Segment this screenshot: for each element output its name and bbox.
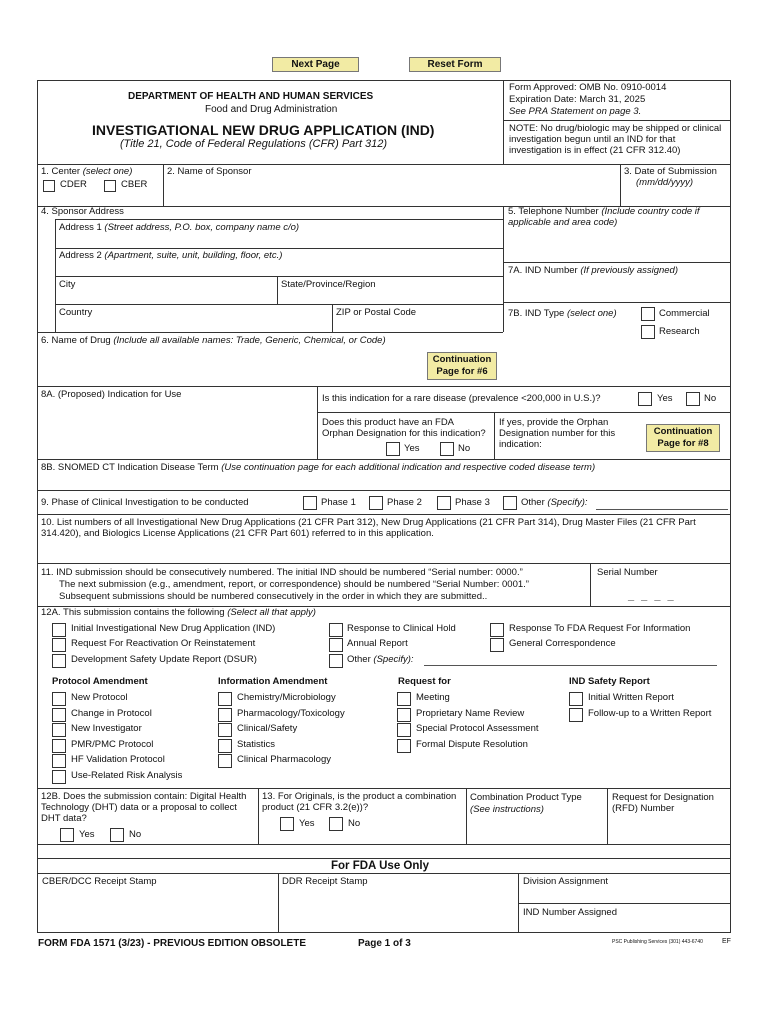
information-amendment-title: Information Amendment — [218, 676, 328, 687]
next-page-button[interactable]: Next Page — [272, 57, 359, 72]
phase3-label: Phase 3 — [455, 497, 490, 508]
pra-statement: See PRA Statement on page 3. — [509, 106, 642, 117]
submission-date-label: 3. Date of Submission — [624, 166, 717, 177]
phase-other-checkbox[interactable] — [503, 496, 517, 510]
dht-no-checkbox[interactable] — [110, 828, 124, 842]
orphan-number-label: If yes, provide the Orphan Designation number for this indication: — [499, 417, 616, 450]
clinical-hold-label: Response to Clinical Hold — [347, 623, 456, 634]
rare-yes-label: Yes — [657, 393, 673, 404]
research-label: Research — [659, 326, 700, 337]
initial-ind-checkbox[interactable] — [52, 623, 66, 637]
request-for-title: Request for — [398, 676, 451, 687]
initial-ind-label: Initial Investigational New Drug Application (IND) — [71, 623, 276, 634]
fda-request-checkbox[interactable] — [490, 623, 504, 637]
serial-instruction-2: The next submission (e.g., amendment, report, or correspondence) should be numbered “Serial Number: 0001.” — [59, 579, 529, 590]
ind-safety-report-title: IND Safety Report — [569, 676, 650, 687]
orphan-yes-checkbox[interactable] — [386, 442, 400, 456]
new-investigator-checkbox[interactable] — [52, 723, 66, 737]
combination-type-hint: (See instructions) — [470, 804, 544, 815]
combination-yes-label: Yes — [299, 818, 315, 829]
pmr-pmc-label: PMR/PMC Protocol — [71, 739, 154, 750]
submission-contains-label: 12A. This submission contains the following (Select all that apply) — [41, 607, 316, 618]
special-protocol-checkbox[interactable] — [397, 723, 411, 737]
change-protocol-label: Change in Protocol — [71, 708, 152, 719]
form-number: FORM FDA 1571 (3/23) - PREVIOUS EDITION OBSOLETE — [38, 938, 307, 949]
dsur-label: Development Safety Update Report (DSUR) — [71, 654, 257, 665]
fda-use-only-title: For FDA Use Only — [331, 860, 429, 872]
department-name: DEPARTMENT OF HEALTH AND HUMAN SERVICES — [128, 91, 374, 102]
new-protocol-label: New Protocol — [71, 692, 128, 703]
ind-number-label: 7A. IND Number (If previously assigned) — [508, 265, 679, 276]
cber-checkbox[interactable] — [104, 180, 116, 192]
center-label: 1. Center (select one) — [41, 166, 133, 177]
dht-yes-checkbox[interactable] — [60, 828, 74, 842]
city-label: City — [59, 279, 76, 290]
rare-no-checkbox[interactable] — [686, 392, 700, 406]
other-submission-label: Other (Specify): — [347, 654, 414, 665]
telephone-label: 5. Telephone Number (Include country code if applicable and area code) — [508, 206, 700, 228]
state-label: State/Province/Region — [281, 279, 376, 290]
ddr-receipt-stamp-label: DDR Receipt Stamp — [282, 876, 368, 887]
serial-number-input[interactable]: _ _ _ _ — [628, 590, 676, 602]
orphan-question: Does this product have an FDA Orphan Designation for this indication? — [322, 417, 486, 439]
clinical-pharmacology-checkbox[interactable] — [218, 754, 232, 768]
clinical-safety-label: Clinical/Safety — [237, 723, 298, 734]
serial-instruction-1: 11. IND submission should be consecutively numbered. The initial IND should be numbered “Serial number: 0000.” — [41, 567, 523, 578]
phase1-label: Phase 1 — [321, 497, 356, 508]
form-title: INVESTIGATIONAL NEW DRUG APPLICATION (IND) — [92, 122, 435, 138]
hf-validation-label: HF Validation Protocol — [71, 754, 165, 765]
form-subtitle: (Title 21, Code of Federal Regulations (CFR) Part 312) — [120, 138, 388, 150]
serial-number-label: Serial Number — [597, 567, 658, 578]
rfd-number-label: Request for Designation (RFD) Number — [612, 792, 714, 814]
dht-question: 12B. Does the submission contain: Digital Health Technology (DHT) data or a proposal to collect DHT data? — [41, 791, 247, 824]
related-applications-label: 10. List numbers of all Investigational New Drug Applications (21 CFR Part 312), New Drug Applications (21 CFR Part 314), Drug Master Files (21 CFR Part 314.420), and Biologics License Applications (21 CFR Part 601) referred to in this application. — [41, 517, 696, 539]
submission-date-hint: (mm/dd/yyyy) — [636, 177, 693, 188]
proprietary-name-label: Proprietary Name Review — [416, 708, 525, 719]
phase2-checkbox[interactable] — [369, 496, 383, 510]
orphan-no-label: No — [458, 443, 471, 454]
zip-label: ZIP or Postal Code — [336, 307, 417, 318]
combination-no-checkbox[interactable] — [329, 817, 343, 831]
page-number: Page 1 of 3 — [358, 938, 411, 949]
phase-other-input[interactable] — [596, 509, 728, 510]
initial-written-report-label: Initial Written Report — [588, 692, 674, 703]
sponsor-name-input[interactable] — [166, 180, 616, 202]
new-protocol-checkbox[interactable] — [52, 692, 66, 706]
continuation-6-button[interactable]: Continuation Page for #6 — [427, 352, 497, 380]
serial-instruction-3: Subsequent submissions should be numbered consecutively in the order in which they are submitted.. — [59, 591, 488, 602]
combination-type-label: Combination Product Type — [470, 792, 582, 803]
statistics-checkbox[interactable] — [218, 739, 232, 753]
general-correspondence-checkbox[interactable] — [490, 638, 504, 652]
dispute-resolution-label: Formal Dispute Resolution — [416, 739, 528, 750]
annual-report-checkbox[interactable] — [329, 638, 343, 652]
address2-label: Address 2 (Apartment, suite, unit, building, floor, etc.) — [59, 250, 283, 261]
proprietary-name-checkbox[interactable] — [397, 708, 411, 722]
combination-question: 13. For Originals, is the product a combination product (21 CFR 3.2(e))? — [262, 791, 457, 813]
phase-label: 9. Phase of Clinical Investigation to be conducted — [41, 497, 249, 508]
other-submission-checkbox[interactable] — [329, 654, 343, 668]
division-assignment-label: Division Assignment — [523, 876, 609, 887]
reset-form-button[interactable]: Reset Form — [409, 57, 501, 72]
publisher-credit: PSC Publishing Services (301) 443-6740 — [612, 939, 703, 945]
sponsor-address-label: 4. Sponsor Address — [41, 206, 124, 217]
commercial-checkbox[interactable] — [641, 307, 655, 321]
orphan-yes-label: Yes — [404, 443, 420, 454]
protocol-amendment-title: Protocol Amendment — [52, 676, 148, 687]
cder-label: CDER — [60, 179, 87, 190]
special-protocol-label: Special Protocol Assessment — [416, 723, 539, 734]
dispute-resolution-checkbox[interactable] — [397, 739, 411, 753]
clinical-pharmacology-label: Clinical Pharmacology — [237, 754, 331, 765]
pmr-pmc-checkbox[interactable] — [52, 739, 66, 753]
meeting-checkbox[interactable] — [397, 692, 411, 706]
drug-name-label: 6. Name of Drug (Include all available names: Trade, Generic, Chemical, or Code) — [41, 335, 386, 346]
dht-no-label: No — [129, 829, 142, 840]
country-label: Country — [59, 307, 93, 318]
hf-validation-checkbox[interactable] — [52, 754, 66, 768]
rare-yes-checkbox[interactable] — [638, 392, 652, 406]
continuation-8-button[interactable]: Continuation Page for #8 — [646, 424, 720, 452]
combination-no-label: No — [348, 818, 361, 829]
address1-label: Address 1 (Street address, P.O. box, company name c/o) — [59, 222, 300, 233]
risk-analysis-label: Use-Related Risk Analysis — [71, 770, 183, 781]
initial-written-report-checkbox[interactable] — [569, 692, 583, 706]
annual-report-label: Annual Report — [347, 638, 408, 649]
statistics-label: Statistics — [237, 739, 276, 750]
sponsor-name-label: 2. Name of Sponsor — [167, 166, 252, 177]
pharmacology-checkbox[interactable] — [218, 708, 232, 722]
combination-yes-checkbox[interactable] — [280, 817, 294, 831]
phase-other-label: Other (Specify): — [521, 497, 588, 508]
followup-report-checkbox[interactable] — [569, 708, 583, 722]
expiration-date: Expiration Date: March 31, 2025 — [509, 94, 646, 105]
ind-number-assigned-label: IND Number Assigned — [523, 907, 617, 918]
clinical-hold-checkbox[interactable] — [329, 623, 343, 637]
risk-analysis-checkbox[interactable] — [52, 770, 66, 784]
omb-approval: Form Approved: OMB No. 0910-0014 — [509, 82, 667, 93]
ind-type-label: 7B. IND Type (select one) — [508, 308, 617, 319]
ef-mark: EF — [722, 938, 731, 945]
chemistry-checkbox[interactable] — [218, 692, 232, 706]
phase2-label: Phase 2 — [387, 497, 422, 508]
snomed-label: 8B. SNOMED CT Indication Disease Term (Use continuation page for each additional indication and respective coded disease term) — [41, 462, 596, 473]
agency-name: Food and Drug Administration — [205, 104, 338, 115]
cber-label: CBER — [121, 179, 148, 190]
new-investigator-label: New Investigator — [71, 723, 142, 734]
rare-disease-question: Is this indication for a rare disease (prevalence <200,000 in U.S.)? — [322, 393, 601, 404]
fda-request-label: Response To FDA Request For Information — [509, 623, 691, 634]
chemistry-label: Chemistry/Microbiology — [237, 692, 336, 703]
cder-checkbox[interactable] — [43, 180, 55, 192]
change-protocol-checkbox[interactable] — [52, 708, 66, 722]
meeting-label: Meeting — [416, 692, 450, 703]
orphan-no-checkbox[interactable] — [440, 442, 454, 456]
followup-report-label: Follow-up to a Written Report — [588, 708, 712, 719]
clinical-safety-checkbox[interactable] — [218, 723, 232, 737]
phase3-checkbox[interactable] — [437, 496, 451, 510]
research-checkbox[interactable] — [641, 325, 655, 339]
commercial-label: Commercial — [659, 308, 710, 319]
reactivation-checkbox[interactable] — [52, 638, 66, 652]
cber-receipt-stamp-label: CBER/DCC Receipt Stamp — [42, 876, 157, 887]
general-correspondence-label: General Correspondence — [509, 638, 616, 649]
other-submission-input[interactable] — [424, 665, 717, 666]
dht-yes-label: Yes — [79, 829, 95, 840]
dsur-checkbox[interactable] — [52, 654, 66, 668]
rare-no-label: No — [704, 393, 717, 404]
reactivation-label: Request For Reactivation Or Reinstatement — [71, 638, 256, 649]
pharmacology-label: Pharmacology/Toxicology — [237, 708, 345, 719]
phase1-checkbox[interactable] — [303, 496, 317, 510]
shipping-note: NOTE: No drug/biologic may be shipped or clinical investigation begun until an IND for that investigation is in effect (21 CFR 312.40) — [509, 123, 722, 156]
indication-label: 8A. (Proposed) Indication for Use — [41, 389, 182, 400]
